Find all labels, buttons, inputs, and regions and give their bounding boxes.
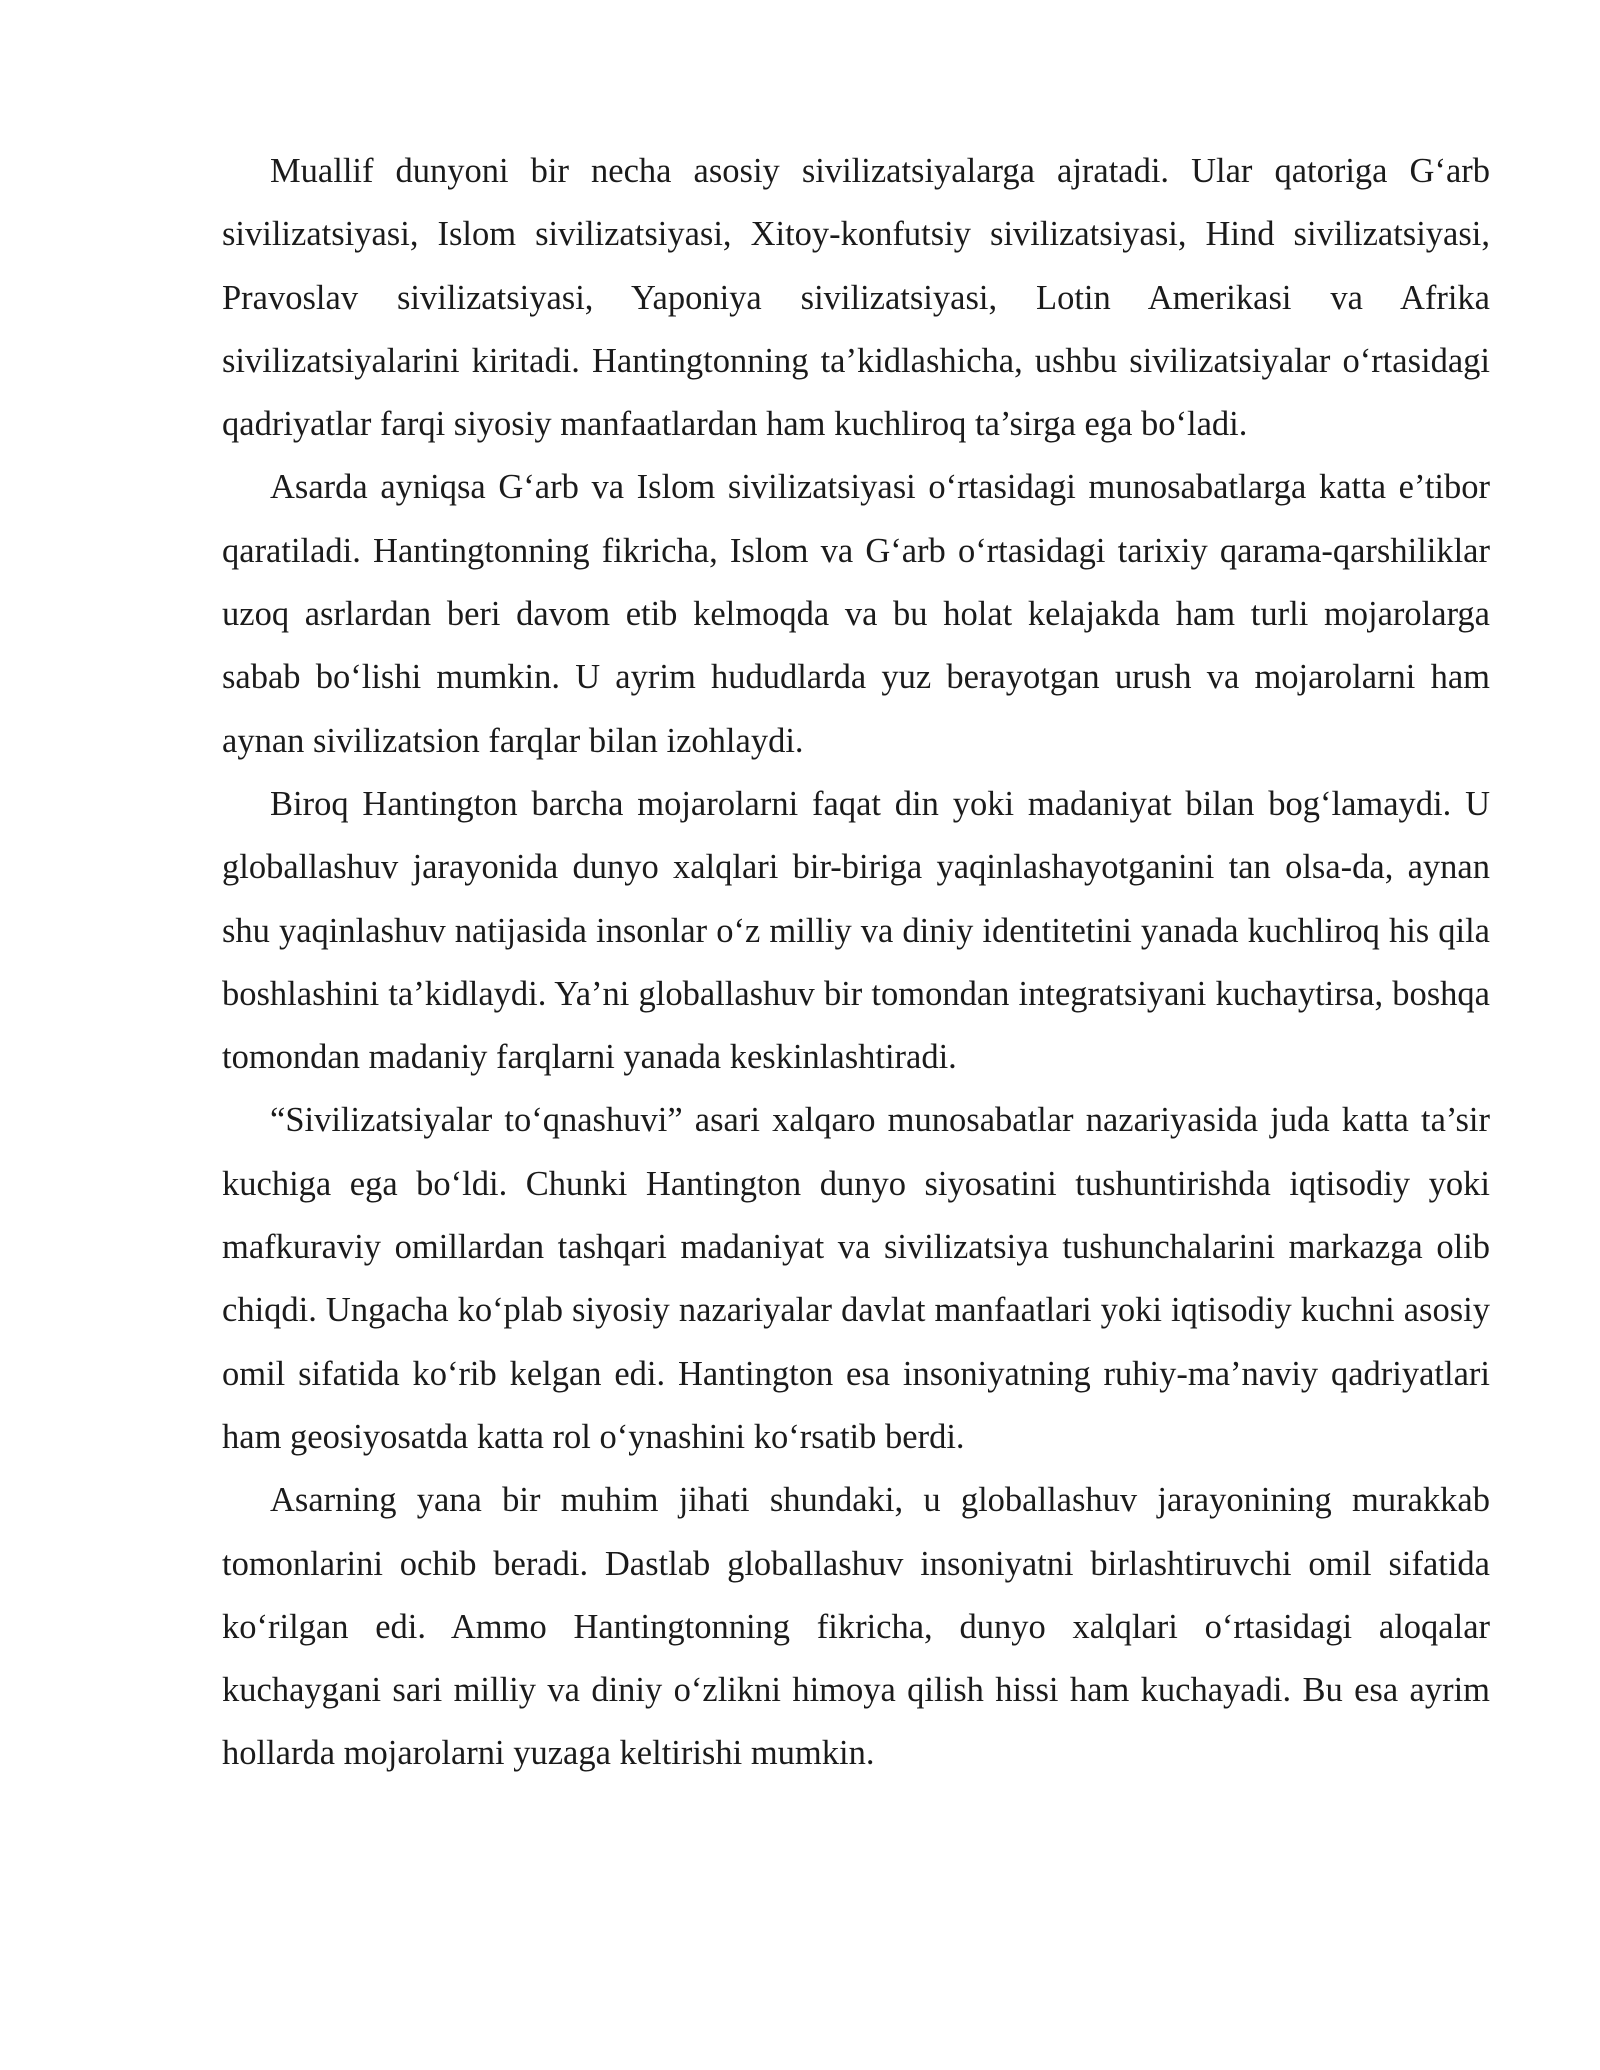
paragraph-2: Asarda ayniqsa G‘arb va Islom sivilizatsiyasi o‘rtasidagi munosabatlarga katta e’tibor qaratiladi. Hantingtonning fikricha, Islom va G‘arb o‘rtasidagi tarixiy qarama-qarshiliklar uzoq asrlardan beri davom etib kelmoqda va bu holat kelajakda ham turli mojarolarga sabab bo‘lishi mumkin. U ayrim hududlarda yuz berayotgan urush va mojarolarni ham aynan sivilizatsion farqlar bilan izohlaydi.: [222, 468, 1490, 760]
paragraph-1: Muallif dunyoni bir necha asosiy sivilizatsiyalarga ajratadi. Ular qatoriga G‘arb sivilizatsiyasi, Islom sivilizatsiyasi, Xitoy-konfutsiy sivilizatsiyasi, Hind sivilizatsiyasi, Pravoslav sivilizatsiyasi, Yaponiya sivilizatsiyasi, Lotin Amerikasi va Afrika sivilizatsiyalarini kiritadi. Hantingtonning ta’kidlashicha, ushbu sivilizatsiyalar o‘rtasidagi qadriyatlar farqi siyosiy manfaatlardan ham kuchliroq ta’sirga ega bo‘ladi.: [222, 152, 1490, 444]
body-text: [222, 140, 1490, 1786]
paragraph-4: “Sivilizatsiyalar to‘qnashuvi” asari xalqaro munosabatlar nazariyasida juda katta ta’sir kuchiga ega bo‘ldi. Chunki Hantington dunyo siyosatini tushuntirishda iqtisodiy yoki mafkuraviy omillardan tashqari madaniyat va sivilizatsiya tushunchalarini markazga olib chiqdi. Ungacha ko‘plab siyosiy nazariyalar davlat manfaatlari yoki iqtisodiy kuchni asosiy omil sifatida ko‘rib kelgan edi. Hantington esa insoniyatning ruhiy-ma’naviy qadriyatlari ham geosiyosatda katta rol o‘ynashini ko‘rsatib berdi.: [222, 1101, 1490, 1456]
paragraph-5: Asarning yana bir muhim jihati shundaki, u globallashuv jarayonining murakkab tomonlarini ochib beradi. Dastlab globallashuv insoniyatni birlashtiruvchi omil sifatida ko‘rilgan edi. Ammo Hantingtonning fikricha, dunyo xalqlari o‘rtasidagi aloqalar kuchaygani sari milliy va diniy o‘zlikni himoya qilish hissi ham kuchayadi. Bu esa ayrim hollarda mojarolarni yuzaga keltirishi mumkin.: [222, 1481, 1490, 1773]
paragraph-3: Biroq Hantington barcha mojarolarni faqat din yoki madaniyat bilan bog‘lamaydi. U globallashuv jarayonida dunyo xalqlari bir-biriga yaqinlashayotganini tan olsa-da, aynan shu yaqinlashuv natijasida insonlar o‘z milliy va diniy identitetini yanada kuchliroq his qila boshlashini ta’kidlaydi. Ya’ni globallashuv bir tomondan integratsiyani kuchaytirsa, boshqa tomondan madaniy farqlarni yanada keskinlashtiradi.: [222, 784, 1490, 1077]
